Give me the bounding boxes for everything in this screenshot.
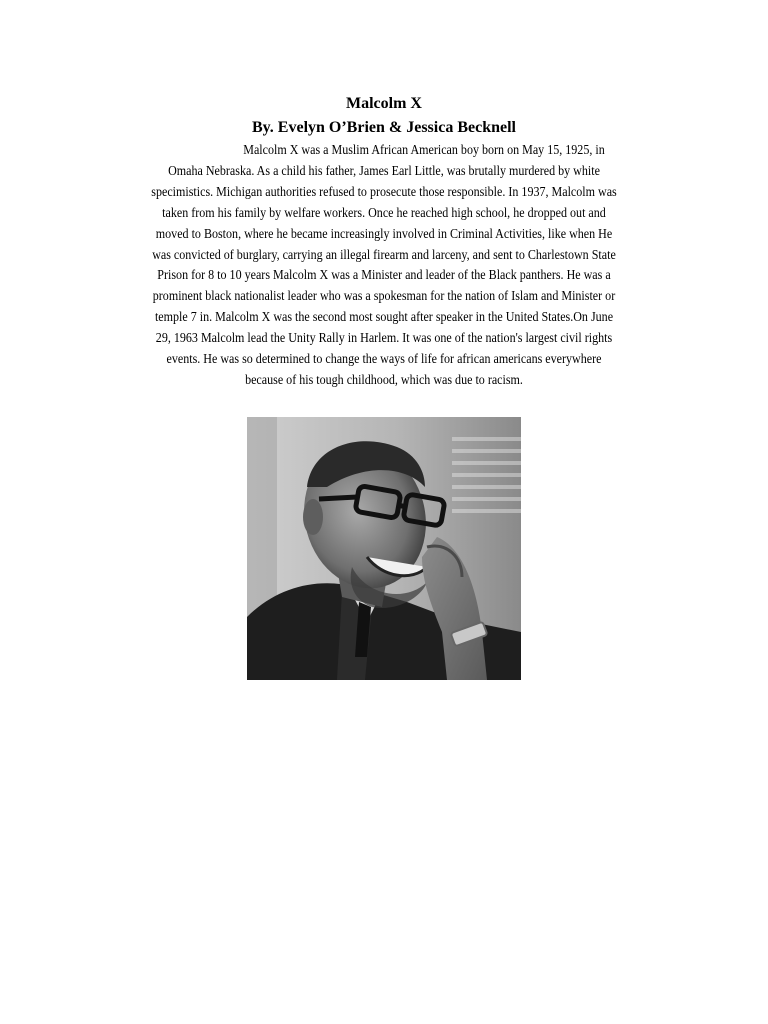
body-line: Prison for 8 to 10 years Malcolm X was a Minister and leader of the Black panthers. He was a xyxy=(157,268,611,284)
portrait-photo xyxy=(247,417,521,680)
body-line: Malcolm X was a Muslim African American boy born on May 15, 1925, in xyxy=(243,143,605,158)
body-line: moved to Boston, where he became increasingly involved in Criminal Activities, like when He xyxy=(155,226,613,242)
body-line: specimistics. Michigan authorities refused to prosecute those responsible. In 1937, Malcolm was xyxy=(151,184,617,200)
body-line: was convicted of burglary, carrying an illegal firearm and larceny, and sent to Charlestown State xyxy=(152,247,616,263)
document-body xyxy=(0,141,768,392)
body-line: temple 7 in. Malcolm X was the second most sought after speaker in the United States.On June xyxy=(154,310,614,326)
body-line: because of his tough childhood, which was due to racism. xyxy=(245,372,523,388)
body-line: prominent black nationalist leader who was a spokesman for the nation of Islam and Minister or xyxy=(152,289,616,305)
document-authors: By. Evelyn O’Brien & Jessica Becknell xyxy=(252,119,516,136)
body-line: events. He was so determined to change the ways of life for african americans everywhere xyxy=(166,352,602,368)
body-line: 29, 1963 Malcolm lead the Unity Rally in Harlem. It was one of the nation's largest civil rights xyxy=(155,331,613,347)
body-line: taken from his family by welfare workers. Once he reached high school, he dropped out and xyxy=(162,205,606,221)
body-line: Omaha Nebraska. As a child his father, James Earl Little, was brutally murdered by white xyxy=(168,163,600,179)
document-title: Malcolm X xyxy=(346,95,422,112)
